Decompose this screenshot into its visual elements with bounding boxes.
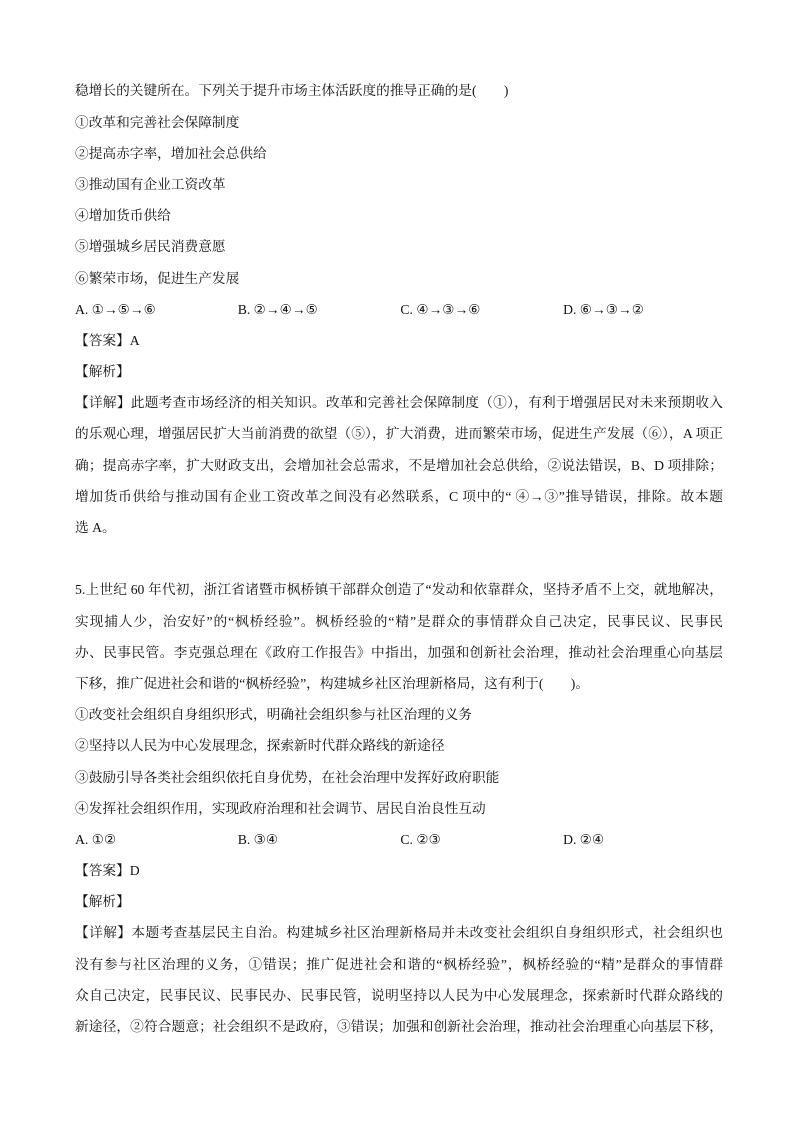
q5-options	[75, 824, 723, 855]
q4-explanation-line: 【详解】此题考查市场经济的相关知识。改革和完善社会保障制度（①），有利于增强居民对未来预期收入	[75, 395, 723, 411]
q5-option-d: D. ②④	[563, 831, 605, 847]
q4-stem-line: 稳增长的关键所在。下列关于提升市场主体活跃度的推导正确的是( )	[75, 83, 509, 99]
q4-statement-2: ②提高赤字率，增加社会总供给	[75, 145, 267, 161]
q5-statement-2: ②坚持以人民为中心发展理念，探索新时代群众路线的新途径	[75, 738, 445, 754]
q5-stem-line: 5.上世纪 60 年代初，浙江省诸暨市枫桥镇干部群众创造了“发动和依靠群众，坚持矛盾不上交，就地解决，	[75, 582, 723, 598]
q4-explanation-line: 选 A。	[75, 520, 116, 536]
q4-statement-4: ④增加货币供给	[75, 208, 171, 224]
q5-explanation-line: 新途径，②符合题意；社会组织不是政府，③错误；加强和创新社会治理，推动社会治理重心向基层下移，	[75, 1019, 723, 1035]
q4-explanation-line: 增加货币供给与推动国有企业工资改革之间没有必然联系，C 项中的“ ④→③”推导错误，排除。故本题	[75, 488, 723, 504]
q5-stem-line: 办、民事民管。李克强总理在《政府工作报告》中指出，加强和创新社会治理，推动社会治理重心向基层	[75, 644, 723, 660]
q5-option-a: A. ①②	[75, 831, 117, 847]
q5-statement-4: ④发挥社会组织作用，实现政府治理和社会调节、居民自治良性互动	[75, 800, 486, 816]
q4-option-c: C. ④→③→⑥	[400, 301, 481, 317]
q4-statement-6: ⑥繁荣市场，促进生产发展	[75, 270, 240, 286]
q5-stem-line: 下移，推广促进社会和谐的“枫桥经验”，构建城乡社区治理新格局，这有利于( )。	[75, 675, 590, 691]
q5-explanation-line: 【详解】本题考查基层民主自治。构建城乡社区治理新格局并未改变社会组织自身组织形式，社会组织也	[75, 925, 723, 941]
q4-options	[75, 294, 723, 325]
q4-explanation-line: 的乐观心理，增强居民扩大当前消费的欲望（⑤），扩大消费，进而繁荣市场，促进生产发展（⑥），A 项正	[75, 426, 723, 442]
q4-option-a: A. ①→⑤→⑥	[75, 301, 156, 317]
q5-answer: 【答案】D	[75, 863, 140, 879]
question-spacer	[0, 543, 794, 574]
q5-option-c: C. ②③	[400, 831, 441, 847]
q4-explanation-line: 确；提高赤字率，扩大财政支出，会增加社会总需求，不是增加社会总供给，②说法错误，B、D 项排除；	[75, 457, 723, 473]
q4-statement-3: ③推动国有企业工资改革	[75, 176, 226, 192]
q4-statement-1: ①改革和完善社会保障制度	[75, 114, 240, 130]
q5-statement-1: ①改变社会组织自身组织形式，明确社会组织参与社区治理的义务	[75, 707, 472, 723]
q5-explanation-line: 众自己决定，民事民议、民事民办、民事民管，说明坚持以人民为中心发展理念，探索新时代群众路线的	[75, 987, 723, 1003]
q5-option-b: B. ③④	[237, 831, 279, 847]
q4-statement-5: ⑤增强城乡居民消费意愿	[75, 239, 226, 255]
q4-analysis-heading: 【解析】	[75, 364, 130, 380]
q5-statement-3: ③鼓励引导各类社会组织依托自身优势，在社会治理中发挥好政府职能	[75, 769, 500, 785]
q5-stem-line: 实现捕人少，治安好”的“枫桥经验”。枫桥经验的“精”是群众的事情群众自己决定，民事民议、民事民	[75, 613, 723, 629]
q5-analysis-heading: 【解析】	[75, 894, 130, 910]
q4-answer: 【答案】A	[75, 332, 140, 348]
q5-explanation-line: 没有参与社区治理的义务，①错误；推广促进社会和谐的“枫桥经验”，枫桥经验的“精”是群众的事情群	[75, 956, 723, 972]
q4-option-b: B. ②→④→⑤	[237, 301, 318, 317]
q4-option-d: D. ⑥→③→②	[563, 301, 644, 317]
